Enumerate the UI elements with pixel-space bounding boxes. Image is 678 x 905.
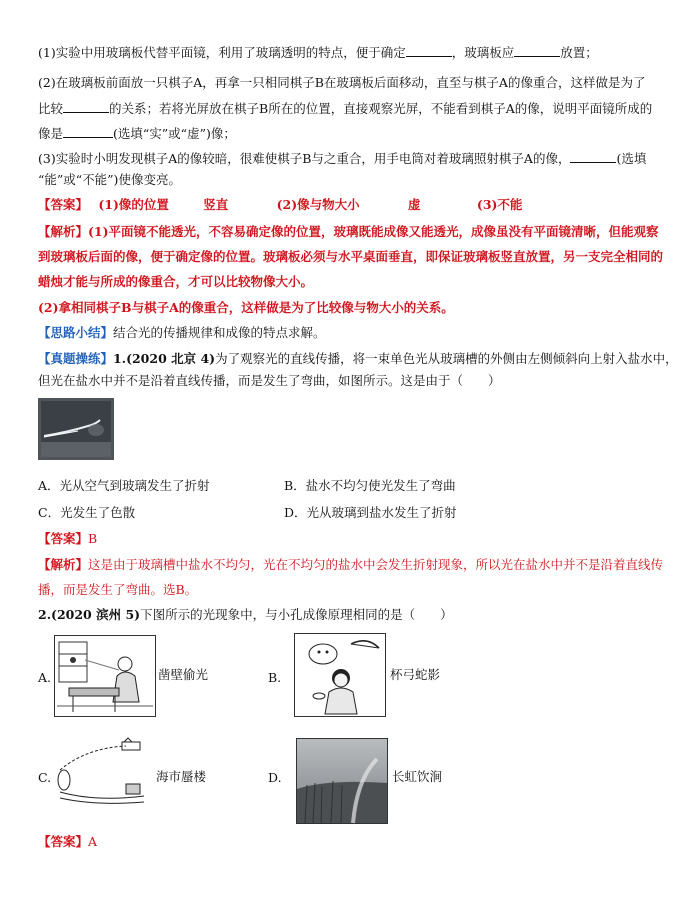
- question-number: 1.(2020 北京 4): [113, 351, 216, 366]
- q-salt-line1: [38, 349, 678, 369]
- cup-bow-illustration: [295, 634, 385, 716]
- rainbow-photo: [297, 739, 387, 823]
- q1-part1-text2: ，玻璃板应: [451, 45, 515, 60]
- answer-item: 竖直: [203, 197, 229, 212]
- q1-part1-text: (1)实验中用玻璃板代替平面镜，利用了玻璃透明的特点，便于确定: [38, 45, 406, 60]
- answer-label: 【答案】: [38, 197, 89, 212]
- caption-b: 杯弓蛇影: [390, 667, 441, 682]
- option-a[interactable]: A．光从空气到玻璃发生了折射: [38, 478, 210, 493]
- pinhole-option-a-letter[interactable]: A.: [38, 670, 52, 685]
- analysis1-line3: 蜡烛才能与所成的像重合，才可以比较物像大小。: [38, 274, 314, 289]
- answer-label: 【答案】: [38, 834, 89, 849]
- pinhole-option-d-letter[interactable]: D.: [268, 770, 282, 785]
- q1-part1: [38, 42, 616, 63]
- q1-part2-line3: [38, 123, 616, 144]
- blank: [406, 42, 452, 57]
- answer-item: (2)像与物大小: [276, 197, 360, 212]
- q-pinhole: [38, 605, 616, 625]
- option-a-image[interactable]: [54, 635, 156, 717]
- text: (选填: [616, 151, 647, 166]
- text: (1)平面镜不能透光，不容易确定像的位置，玻璃既能成像又能透光，成像虽没有平面镜清晰，但能观察: [88, 224, 659, 239]
- pinhole-option-b-letter[interactable]: B.: [268, 670, 282, 685]
- text: 的关系；若将光屏放在棋子B所在的位置，直接观察光屏，不能看到棋子A的像，说明平面镜所成的: [109, 101, 653, 116]
- blank: [63, 123, 113, 138]
- q1-part3-line2: “能”或“不能”)使像变亮。: [38, 172, 181, 187]
- analysis1-line1: [38, 222, 659, 242]
- text: 比较: [38, 101, 64, 116]
- summary-label: 【思路小结】: [38, 325, 114, 340]
- caption-d: 长虹饮涧: [392, 769, 443, 784]
- answer-item: 虚: [408, 197, 421, 212]
- practice-label: 【真题操练】: [38, 351, 114, 366]
- analysis-label: 【解析】: [38, 224, 89, 239]
- text: 下图所示的光现象中，与小孔成像原理相同的是（ ）: [140, 607, 453, 622]
- analysis1-line4: (2)拿相同棋子B与棋子A的像重合，这样做是为了比较像与物大小的关系。: [38, 300, 454, 315]
- q1-part2-line1: (2)在玻璃板前面放一只棋子A，再拿一只相同棋子B在玻璃板后面移动，直至与棋子A的像重合，这样做是为了: [38, 75, 646, 90]
- option-c-image[interactable]: [56, 740, 150, 806]
- caption-a: 凿壁偷光: [158, 667, 209, 682]
- answer2: [38, 529, 616, 549]
- answer3: [38, 832, 616, 852]
- mirage-illustration: [56, 740, 150, 806]
- analysis1-line2: 到玻璃板后面的像，便于确定像的位置。玻璃板必须与水平桌面垂直，即保证玻璃板竖直放置，另一支完全相同的: [38, 249, 664, 264]
- text: (3)实验时小明发现棋子A的像较暗，很难使棋子B与之重合，用手电筒对着玻璃照射棋子A的像，: [38, 151, 571, 166]
- answer-value: B: [88, 531, 98, 546]
- blank: [63, 98, 109, 113]
- blank: [570, 148, 616, 163]
- text: 这是由于玻璃槽中盐水不均匀，光在不均匀的盐水中会发生折射现象，所以光在盐水中并不是沿着直线传: [88, 557, 664, 572]
- answer-value: A: [88, 834, 98, 849]
- pinhole-option-c-letter[interactable]: C.: [38, 770, 52, 785]
- answer-item: (3)不能: [476, 197, 523, 212]
- analysis2-line2: 播，而是发生了弯曲。选B。: [38, 582, 198, 597]
- scholar-illustration: [55, 636, 155, 716]
- salt-water-photo: [38, 398, 114, 460]
- blank: [514, 42, 560, 57]
- analysis-label: 【解析】: [38, 557, 89, 572]
- q1-part1-text3: 放置；: [560, 45, 598, 60]
- text: (选填“实”或“虚”)像；: [113, 126, 236, 141]
- summary: [38, 323, 616, 343]
- answer1: [38, 195, 616, 215]
- question-number: 2.(2020 滨州 5): [38, 607, 141, 622]
- q1-part2-line2: [38, 98, 653, 119]
- answer-label: 【答案】: [38, 531, 89, 546]
- answer-item: (1)像的位置: [98, 197, 169, 212]
- salt-water-image: [38, 398, 114, 460]
- caption-c: 海市蜃楼: [156, 769, 207, 784]
- option-b[interactable]: B．盐水不均匀使光发生了弯曲: [284, 478, 456, 493]
- text: 结合光的传播规律和成像的特点求解。: [113, 325, 326, 340]
- q-salt-line2: 但光在盐水中并不是沿着直线传播，而是发生了弯曲，如图所示。这是由于（ ）: [38, 373, 501, 388]
- option-d[interactable]: D．光从玻璃到盐水发生了折射: [284, 505, 457, 520]
- text: 像是: [38, 126, 64, 141]
- option-b-image[interactable]: [294, 633, 386, 717]
- analysis2-line1: [38, 555, 664, 575]
- option-c[interactable]: C．光发生了色散: [38, 505, 136, 520]
- option-d-image[interactable]: [296, 738, 388, 824]
- q1-part3-line1: [38, 148, 647, 169]
- text: 为了观察光的直线传播，将一束单色光从玻璃槽的外侧由左侧倾斜向上射入盐水中，: [215, 351, 678, 366]
